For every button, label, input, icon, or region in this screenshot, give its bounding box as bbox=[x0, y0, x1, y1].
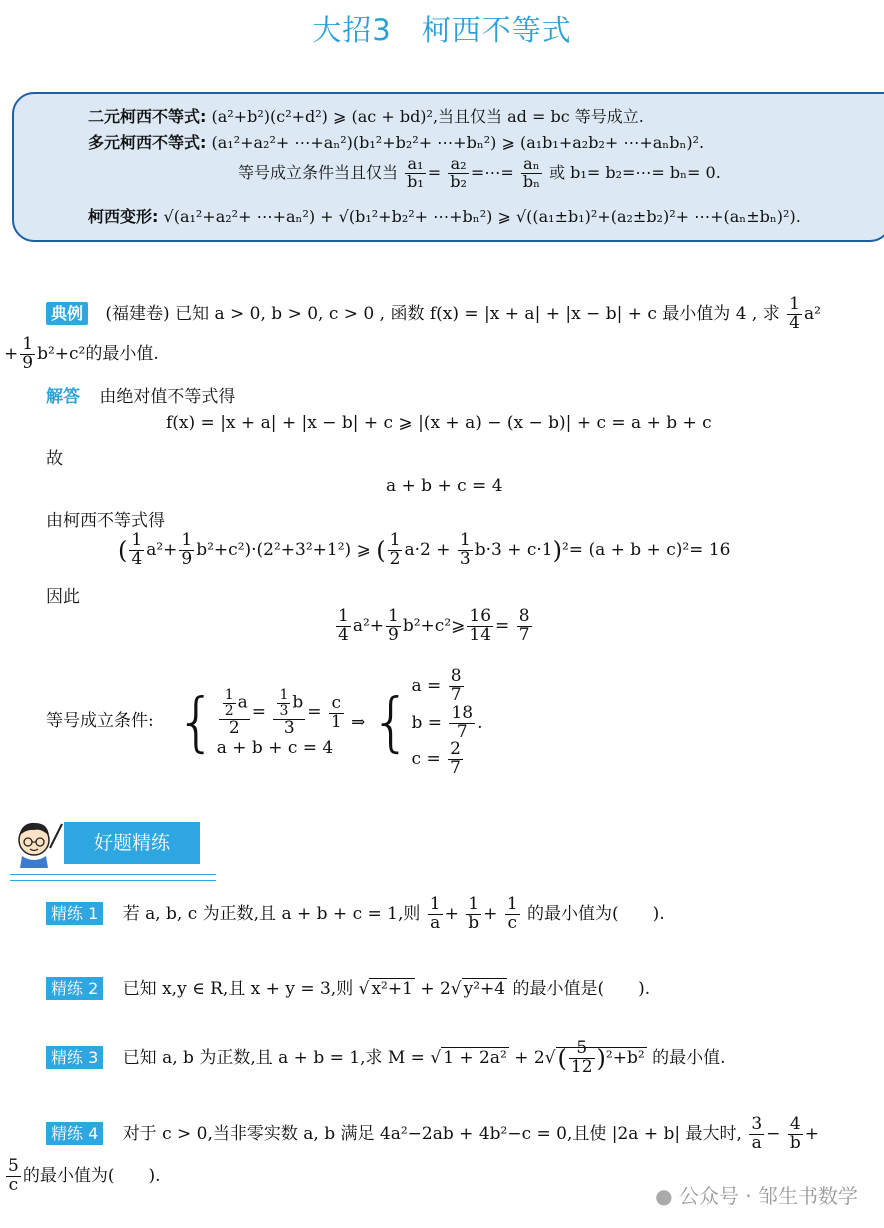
exercise-tag: 精练 4 bbox=[46, 1122, 103, 1145]
exercise-3: 精练 3 已知 a, b 为正数,且 a + b = 1,求 M = √ 1 + 2a² + 2√( $\frac{5}{12}$ )²+b² 的最小值. bbox=[46, 1040, 726, 1077]
page-title: 大招3 柯西不等式 bbox=[312, 13, 572, 47]
watermark: ● 公众号 · 邹生书数学 bbox=[655, 1184, 858, 1208]
solution-line-3: 故 bbox=[46, 449, 63, 469]
section-divider-bottom bbox=[10, 880, 216, 881]
equality-condition-system: { $\frac{1}{2}$ a 2 = $\frac{1}{3}$ b 3 = $\frac{c}{1}$ a + b + c = 4 ⇒ { a = $\frac{8}{7}$ b = $\frac{18}{7}$ . c = $\frac{2}{7}$ bbox=[176, 666, 483, 779]
exercise-tag: 精练 1 bbox=[46, 902, 103, 925]
equality-condition-label: 等号成立条件: bbox=[46, 711, 154, 731]
example-tag: 典例 bbox=[46, 302, 88, 325]
solution-line-1: 解答 由绝对值不等式得 bbox=[46, 387, 236, 407]
teacher-mascot-icon bbox=[8, 818, 64, 868]
solution-line-4: a + b + c = 4 bbox=[386, 476, 503, 496]
exercise-4-cont: $\frac{5}{c}$ 的最小值为( ). bbox=[8, 1156, 161, 1195]
example-problem-cont: + $\frac{1}{9}$ b²+c²的最小值. bbox=[4, 334, 159, 373]
exercise-1: 精练 1 若 a, b, c 为正数,且 a + b + c = 1,则 $\frac{1}{a}$ + $\frac{1}{b}$ + $\frac{1}{c}$ 的最小值为( ). bbox=[46, 896, 665, 933]
formula-line-2: 多元柯西不等式: (a₁²+a₂²+ ⋯+aₙ²)(b₁²+b₂²+ ⋯+bₙ²) ⩾ (a₁b₁+a₂b₂+ ⋯+aₙbₙ)². bbox=[88, 133, 705, 152]
exercise-4: 精练 4 对于 c > 0,当非零实数 a, b 满足 4a²−2ab + 4b²−c = 0,且使 |2a + b| 最大时, $\frac{3}{a}$ − $\frac{4}{b}$ + bbox=[46, 1116, 819, 1153]
solution-label: 解答 bbox=[46, 387, 80, 407]
exercise-tag: 精练 3 bbox=[46, 1046, 103, 1069]
exercise-2: 精练 2 已知 x,y ∈ R,且 x + y = 3,则 √ x²+1 + 2√ y²+4 的最小值是( ). bbox=[46, 974, 650, 999]
formula-line-3: 等号成立条件当且仅当 $\frac{\text{a₁}}{\text{b₁}}$ = $\frac{\text{a₂}}{\text{b₂}}$ =⋯= $\frac{\text{aₙ}}{\text{bₙ}}$ 或 b₁= b₂=⋯= bₙ= 0. bbox=[238, 154, 721, 191]
section-divider-top bbox=[10, 874, 216, 875]
formula-line-1: 二元柯西不等式: (a²+b²)(c²+d²) ⩾ (ac + bd)²,当且仅当 ad = bc 等号成立. bbox=[88, 107, 644, 126]
solution-line-2: f(x) = |x + a| + |x − b| + c ⩾ |(x + a) − (x − b)| + c = a + b + c bbox=[166, 413, 712, 433]
solution-result: $\frac{1}{4}$ a²+ $\frac{1}{9}$ b²+c²⩾ $\frac{16}{14}$ = $\frac{8}{7}$ bbox=[338, 606, 530, 645]
example-problem: 典例 (福建卷) 已知 a > 0, b > 0, c > 0 , 函数 f(x) = |x + a| + |x − b| + c 最小值为 4 , 求 $\frac{1}{4}$ a² bbox=[46, 296, 821, 333]
solution-line-6: 因此 bbox=[46, 587, 80, 607]
section-title: 好题精练 bbox=[64, 822, 200, 864]
formula-line-4: 柯西变形: √(a₁²+a₂²+ ⋯+aₙ²) + √(b₁²+b₂²+ ⋯+bₙ²) ⩾ √((a₁±b₁)²+(a₂±b₂)²+ ⋯+(aₙ±bₙ)²). bbox=[88, 207, 801, 226]
solution-line-5: 由柯西不等式得 bbox=[46, 511, 165, 531]
exercise-tag: 精练 2 bbox=[46, 977, 103, 1000]
wechat-icon: ● bbox=[655, 1184, 673, 1208]
solution-cauchy-inequality: ( $\frac{1}{4}$ a²+ $\frac{1}{9}$ b²+c²)·(2²+3²+1²) ⩾ ( $\frac{1}{2}$ a·2 + $\frac{1}{3}$ b·3 + c·1)²= (a + b + c)²= 16 bbox=[118, 530, 731, 569]
